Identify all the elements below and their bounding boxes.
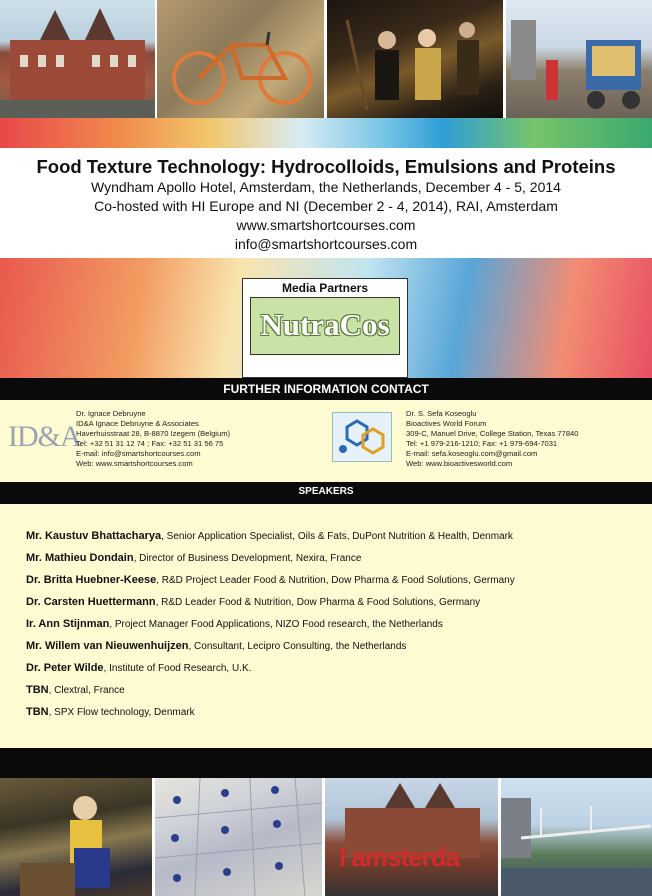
rijksmuseum-illustration: [0, 0, 155, 118]
contact-right-web[interactable]: Web: www.bioactivesworld.com: [406, 459, 513, 468]
speaker-item: [26, 618, 443, 630]
contact-left-name: Dr. Ignace Debruyne: [76, 409, 146, 418]
bicycle-illustration: [157, 0, 324, 118]
speaker-item: [26, 530, 513, 542]
speaker-item: [26, 684, 125, 696]
speaker-item: [26, 574, 515, 586]
speaker-role: , R&D Project Leader Food & Nutrition, Dow Pharma & Food Solutions, Germany: [156, 575, 515, 586]
speaker-role: , Clextral, France: [48, 685, 125, 696]
idea-logo: ID&A: [8, 420, 81, 453]
iamsterdam-letters: I amsterda: [339, 842, 460, 872]
photo-bicycle: [157, 0, 324, 118]
contact-right-address: 309-C, Manuel Drive, College Station, Texas 77840: [406, 429, 579, 438]
color-band-top: [0, 118, 652, 148]
contact-right: [406, 409, 579, 469]
speaker-name: TBN: [26, 684, 49, 696]
speaker-name: Dr. Carsten Huettermann: [26, 596, 156, 608]
speaker-name: Ir. Ann Stijnman: [26, 618, 110, 630]
contact-right-email[interactable]: E-mail: sefa.koseoglu.com@gmail.com: [406, 449, 538, 458]
speakers-header: SPEAKERS: [0, 482, 652, 504]
contact-right-org: Bioactives World Forum: [406, 419, 487, 428]
photo-delft-tiles: [155, 778, 322, 896]
speaker-name: Mr. Mathieu Dondain: [26, 552, 134, 564]
event-title: Food Texture Technology: Hydrocolloids, Emulsions and Proteins: [36, 156, 616, 177]
speaker-role: , Senior Application Specialist, Oils & Fats, DuPont Nutrition & Health, Denmark: [161, 531, 513, 542]
contact-left-address: Haverhuisstraat 28, B-8870 Izegem (Belgium): [76, 429, 231, 438]
speaker-item: [26, 662, 251, 674]
speaker-item: [26, 706, 195, 718]
street-organ-illustration: [506, 0, 652, 118]
event-cohost: Co-hosted with HI Europe and NI (December 2 - 4, 2014), RAI, Amsterdam: [94, 198, 558, 214]
photo-street-organ: [506, 0, 652, 118]
speaker-item: [26, 596, 480, 608]
speaker-name: Mr. Kaustuv Bhattacharya: [26, 530, 162, 542]
contact-left: [76, 409, 230, 469]
event-email-link[interactable]: info@smartshortcourses.com: [234, 236, 418, 252]
speaker-item: [26, 552, 361, 564]
speaker-role: , R&D Leader Food & Nutrition, Dow Pharma & Food Solutions, Germany: [155, 597, 481, 608]
speaker-role: , Project Manager Food Applications, NIZO Food research, the Netherlands: [109, 619, 443, 630]
event-website-link[interactable]: www.smartshortcourses.com: [236, 217, 416, 233]
photo-rijksmuseum: [0, 0, 155, 118]
speaker-role: , Institute of Food Research, U.K.: [103, 663, 252, 674]
speakers-panel: [0, 504, 652, 748]
painting-illustration: [327, 0, 503, 118]
milkmaid-illustration: [0, 778, 152, 896]
photo-canal-bridge: [501, 778, 652, 896]
contact-left-email[interactable]: E-mail: info@smartshortcourses.com: [76, 449, 201, 458]
canal-bridge-illustration: [501, 778, 652, 896]
speaker-role: , Director of Business Development, Nexira, France: [133, 553, 362, 564]
bioactives-logo: [332, 412, 392, 462]
event-header: [0, 148, 652, 258]
media-partners-title: Media Partners: [281, 281, 369, 295]
speaker-role: , SPX Flow technology, Denmark: [48, 707, 195, 718]
nutracos-logo[interactable]: [250, 297, 400, 355]
speaker-role: , Consultant, Lecipro Consulting, the Netherlands: [188, 641, 407, 652]
photo-milkmaid: [0, 778, 152, 896]
contact-right-phone: Tel: +1 979-216-1210; Fax: +1 979-694-7031: [406, 439, 558, 448]
footer-bar: [0, 748, 652, 778]
contact-panel: [0, 400, 652, 482]
contact-header: FURTHER INFORMATION CONTACT: [0, 378, 652, 400]
delft-tiles-illustration: [155, 778, 322, 896]
contact-left-org: ID&A Ignace Debruyne & Associates: [76, 419, 199, 428]
photo-iamsterdam: [325, 778, 498, 896]
speaker-name: Dr. Britta Huebner-Keese: [26, 574, 157, 586]
iamsterdam-illustration: [325, 778, 498, 896]
photo-night-watch: [327, 0, 503, 118]
molecule-icon: [333, 413, 391, 461]
nutracos-logo-text: NutraCos: [260, 307, 390, 342]
contact-left-web[interactable]: Web: www.smartshortcourses.com: [76, 459, 193, 468]
event-venue: Wyndham Apollo Hotel, Amsterdam, the Netherlands, December 4 - 5, 2014: [91, 179, 561, 195]
speaker-name: Dr. Peter Wilde: [26, 662, 104, 674]
speaker-name: TBN: [26, 706, 49, 718]
media-partners-box: [242, 278, 408, 378]
speaker-item: [26, 640, 406, 652]
contact-left-phone: Tel: +32 51 31 12 74 ; Fax: +32 51 31 56 75: [76, 439, 224, 448]
contact-right-name: Dr. S. Sefa Koseoglu: [406, 409, 477, 418]
speaker-name: Mr. Willem van Nieuwenhuijzen: [26, 640, 189, 652]
